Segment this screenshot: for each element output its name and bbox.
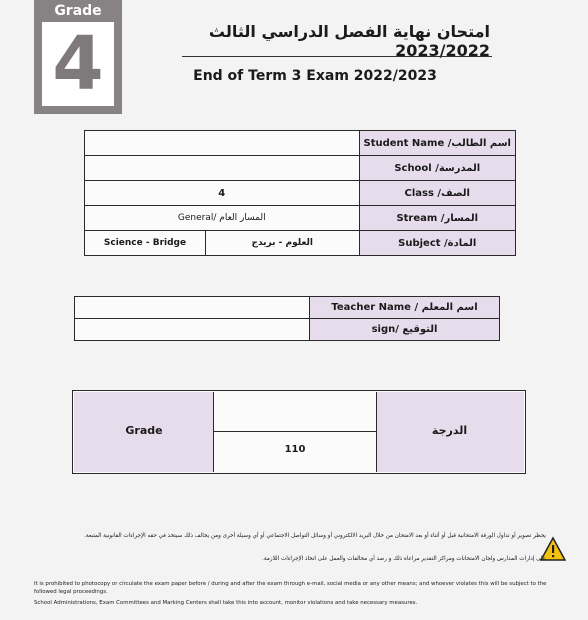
stream-row	[85, 206, 516, 231]
student-name-row	[85, 131, 516, 156]
subject-field-arabic[interactable]: العلوم - بريدج	[206, 231, 360, 256]
grade-label-arabic: الدرجة	[431, 424, 468, 437]
notice-english-1: It is prohibited to photocopy or circulate the exam paper before / during and after the exam through e-mail, social media or any other means; and whoever violates this will be subject to the followed legal proceedings.	[34, 581, 547, 595]
school-label: المدرسة/ School	[359, 156, 516, 181]
exam-title-english: End of Term 3 Exam 2022/2023	[193, 68, 437, 84]
sign-field[interactable]	[75, 319, 310, 341]
grade-badge-number: 4	[52, 21, 104, 107]
subject-row	[85, 231, 516, 256]
exam-title-arabic: امتحان نهاية الفصل الدراسي الثالث 2023/2022	[208, 22, 490, 60]
school-field[interactable]	[85, 156, 360, 181]
teacher-name-label: اسم المعلم / Teacher Name	[310, 297, 500, 319]
stream-label: المسار/ Stream	[359, 206, 516, 231]
grade-label-english: Grade	[125, 424, 163, 437]
score-field[interactable]	[214, 394, 376, 430]
school-row	[85, 156, 516, 181]
teacher-name-row	[75, 297, 500, 319]
notice-english-2: School Administrations, Exam Committees and Marking Centers shall take this into account, monitor violations and take necessary measures.	[34, 600, 418, 606]
class-row	[85, 181, 516, 206]
sign-row	[75, 319, 500, 341]
title-divider	[182, 56, 492, 57]
student-name-label: اسم الطالب/ Student Name	[359, 131, 516, 156]
subject-field-english[interactable]: Science - Bridge	[85, 231, 206, 256]
grade-badge-word: Grade	[54, 3, 102, 19]
sign-label: التوقيع /sign	[310, 319, 500, 341]
stream-field[interactable]: General/ المسار العام	[85, 206, 360, 231]
subject-label: المادة/ Subject	[359, 231, 516, 256]
teacher-name-field[interactable]	[75, 297, 310, 319]
grade-total: 110	[284, 444, 306, 455]
class-field[interactable]: 4	[85, 181, 360, 206]
notice-arabic-1: يحظر تصوير أو تداول الورقة الامتحانية قبل أو أثناء أو بعد الامتحان من خلال البريد الالكتروني أو وسائل التواصل الاجتماعي أو أي وسيلة أخرى ومن يخالف ذلك سيتخذ في حقه الإجراءات القانونية المتبعة.	[84, 533, 546, 539]
class-label: الصف/ Class	[359, 181, 516, 206]
teacher-info-table	[74, 296, 500, 341]
student-name-field[interactable]	[85, 131, 360, 156]
student-info-table	[84, 130, 516, 256]
notice-arabic-2: على إدارات المدارس ولجان الامتحانات ومراكز التقدير مراعاة ذلك و رصد أي مخالفات والعمل على اتخاذ الإجراءات اللازمة.	[262, 556, 546, 562]
score-divider	[214, 431, 376, 432]
